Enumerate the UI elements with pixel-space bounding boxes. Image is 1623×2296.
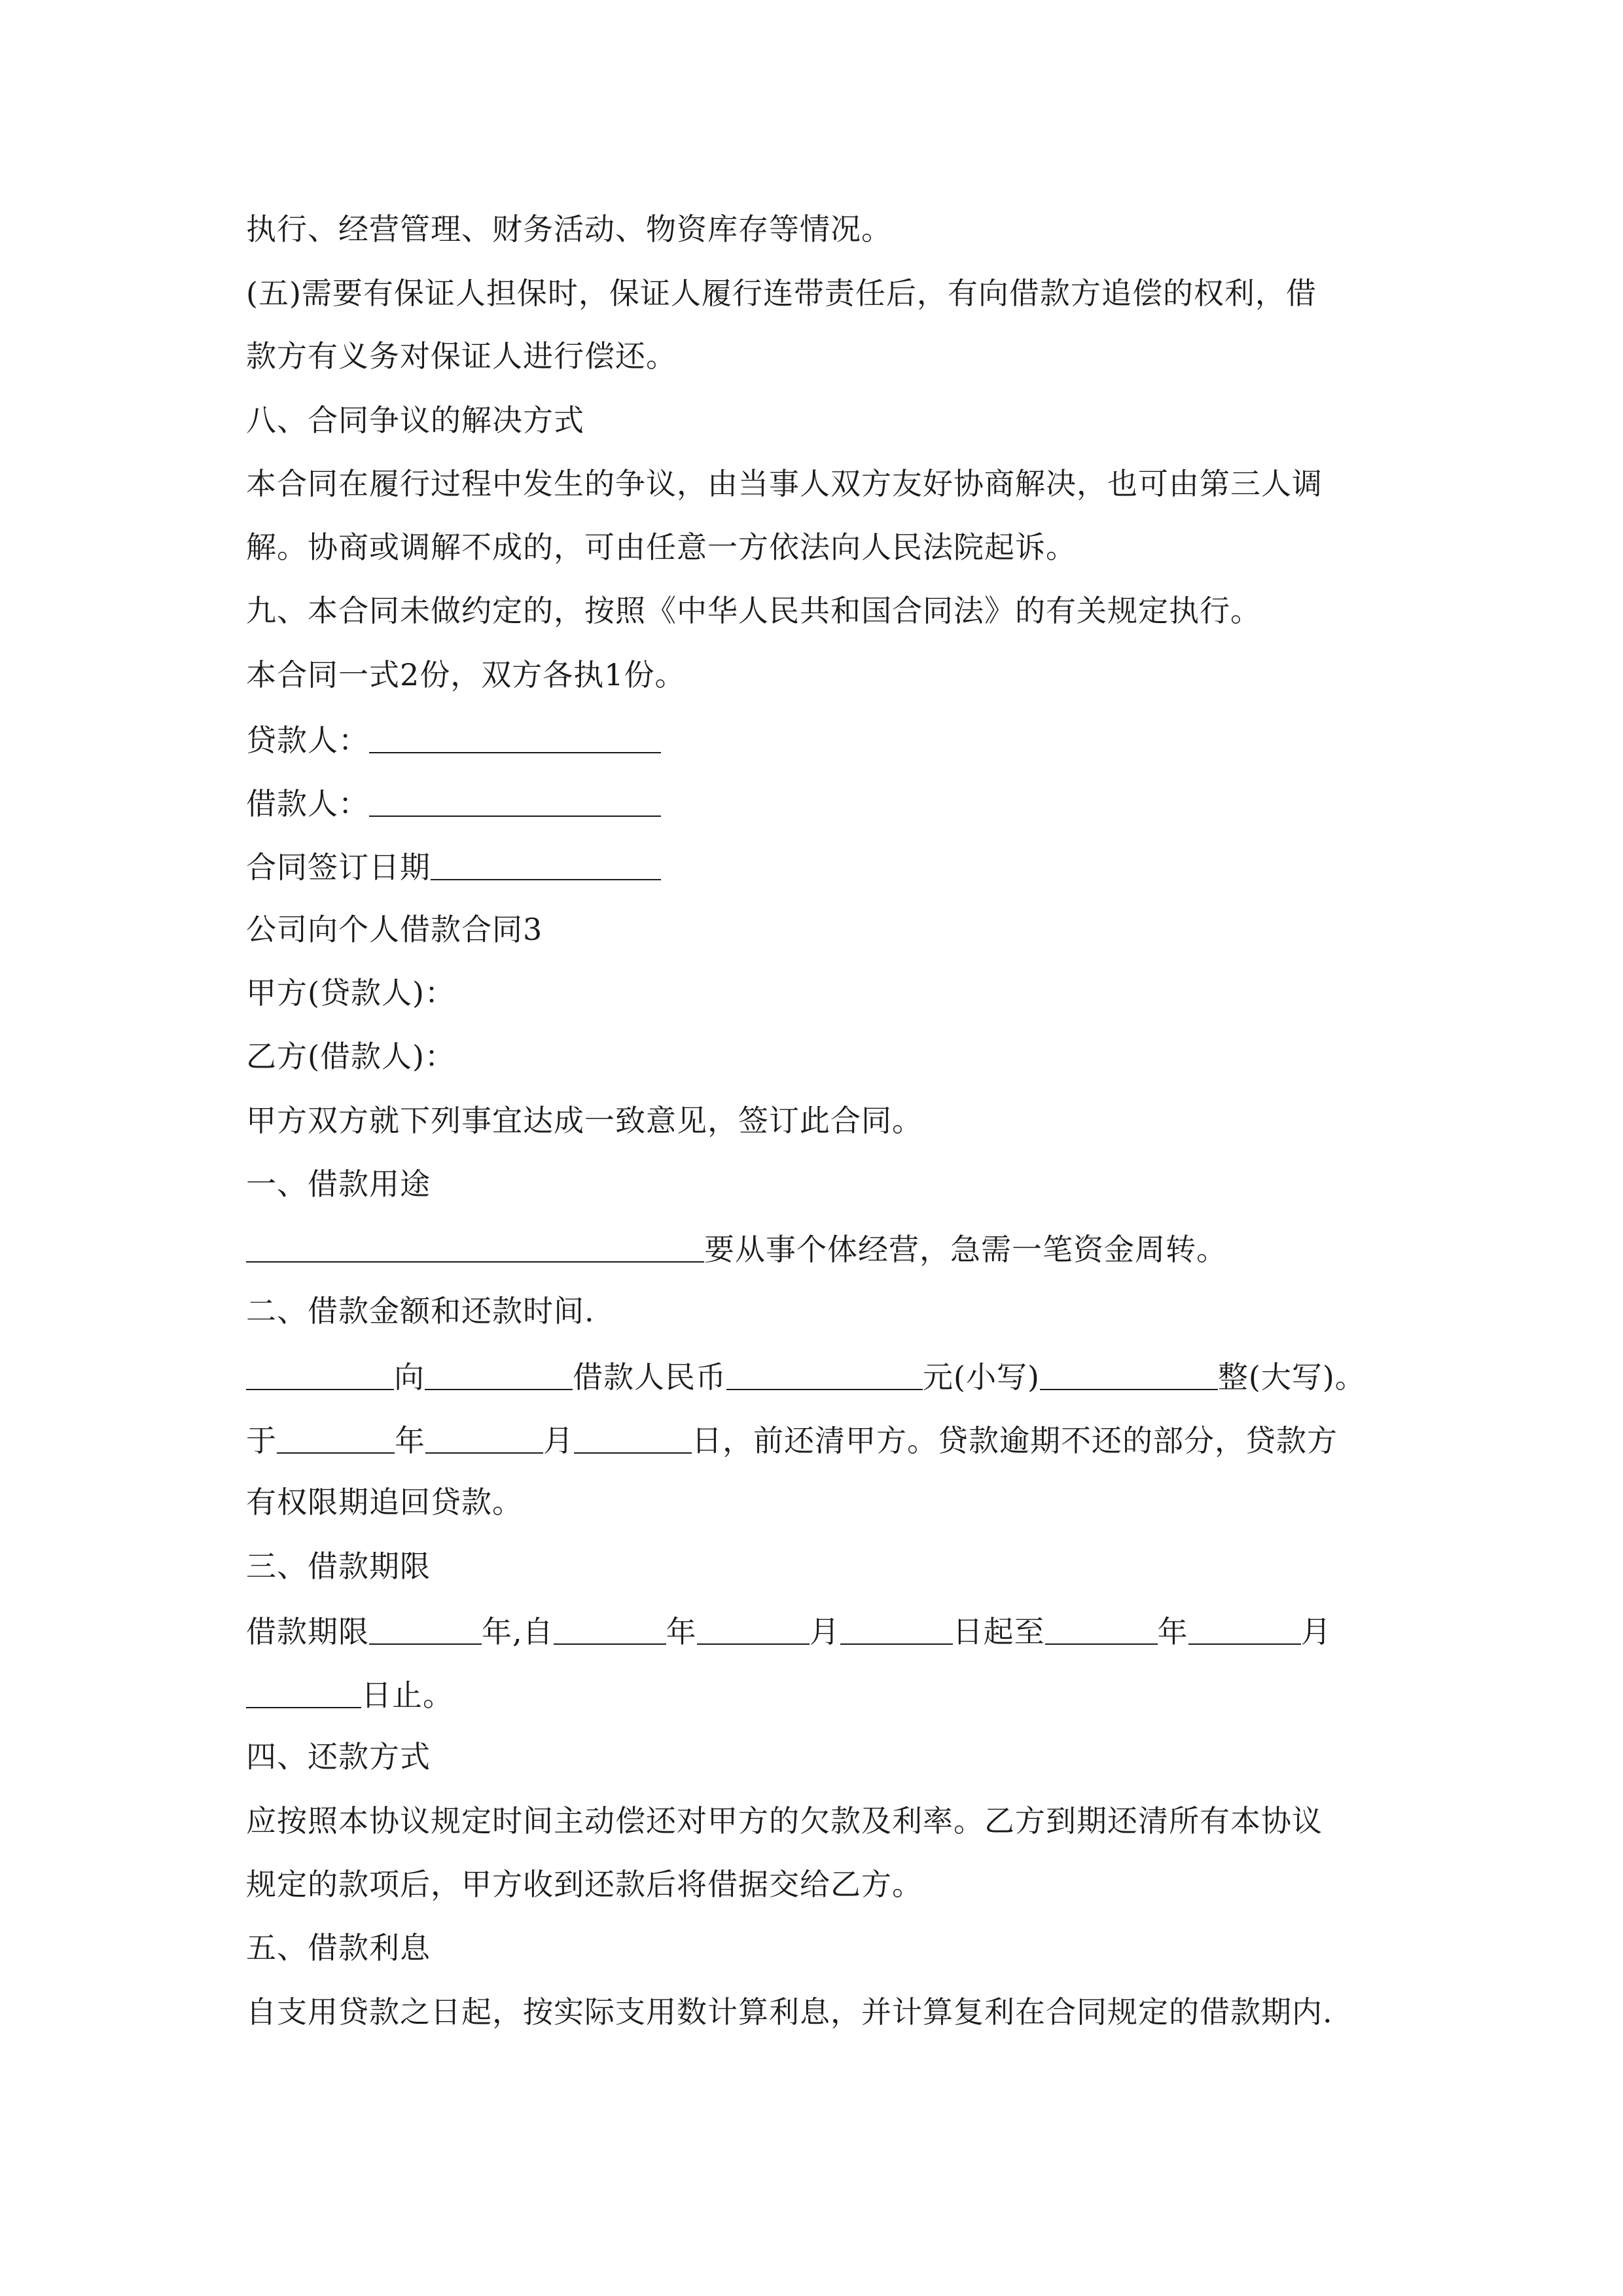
lender-name-blank[interactable] bbox=[246, 1355, 394, 1390]
amount-words-blank[interactable] bbox=[1040, 1355, 1218, 1390]
text-line: 规定的款项后，甲方收到还款后将借据交给乙方。 bbox=[246, 1867, 923, 1902]
day-blank[interactable] bbox=[574, 1418, 692, 1454]
month-blank[interactable] bbox=[425, 1418, 543, 1454]
start-month-blank[interactable] bbox=[697, 1609, 810, 1645]
start-year-blank[interactable] bbox=[554, 1609, 666, 1645]
text-line: 本合同一式2份，双方各执1份。 bbox=[246, 657, 686, 692]
document-page bbox=[246, 0, 1418, 2296]
start-day-blank[interactable] bbox=[840, 1609, 953, 1645]
section-heading-5: 五、借款利息 bbox=[246, 1930, 431, 1965]
text-line: 应按照本协议规定时间主动偿还对甲方的欠款及利率。乙方到期还清所有本协议 bbox=[246, 1803, 1323, 1839]
repayment-date-line: 于 年 月 日，前还清甲方。贷款逾期不还的部分，贷款方 bbox=[246, 1416, 1338, 1462]
text-line: 解。协商或调解不成的，可由任意一方依法向人民法院起诉。 bbox=[246, 529, 1077, 565]
borrower-blank[interactable] bbox=[369, 781, 661, 817]
amount-line: 向 借款人民币 元(小写) 整(大写)。 bbox=[246, 1352, 1366, 1398]
term-line: 借款期限 年,自 年 月 日起至 年 月 bbox=[246, 1607, 1332, 1653]
text-line: 甲方双方就下列事宜达成一致意见，签订此合同。 bbox=[246, 1103, 923, 1138]
borrower-signature-line: 借款人： bbox=[246, 779, 661, 825]
section-heading-3: 三、借款期限 bbox=[246, 1549, 431, 1584]
section-heading-8: 八、合同争议的解决方式 bbox=[246, 403, 584, 438]
lender-blank[interactable] bbox=[369, 718, 661, 753]
purpose-blank[interactable] bbox=[246, 1227, 704, 1263]
text-line: 有权限期追回贷款。 bbox=[246, 1484, 523, 1520]
year-blank[interactable] bbox=[277, 1418, 395, 1454]
term-years-blank[interactable] bbox=[369, 1609, 482, 1645]
section-heading-2: 二、借款金额和还款时间. bbox=[246, 1293, 595, 1329]
text-line: 款方有义务对保证人进行偿还。 bbox=[246, 338, 677, 374]
party-b-line: 乙方(借款人)： bbox=[246, 1039, 455, 1074]
borrower-name-blank[interactable] bbox=[425, 1355, 573, 1390]
term-end-line: 日止。 bbox=[246, 1670, 454, 1716]
text-line: 执行、经营管理、财务活动、物资库存等情况。 bbox=[246, 211, 892, 247]
signing-date-line: 合同签订日期 bbox=[246, 842, 661, 888]
clause-5: (五)需要有保证人担保时，保证人履行连带责任后，有向借款方追偿的权利，借 bbox=[246, 276, 1317, 311]
end-month-blank[interactable] bbox=[1188, 1609, 1301, 1645]
end-day-blank[interactable] bbox=[246, 1673, 361, 1708]
text-line: 自支用贷款之日起，按实际支用数计算利息，并计算复利在合同规定的借款期内. bbox=[246, 1994, 1333, 2030]
section-heading-1: 一、借款用途 bbox=[246, 1166, 431, 1202]
section-heading-9: 九、本合同未做约定的，按照《中华人民共和国合同法》的有关规定执行。 bbox=[246, 593, 1261, 628]
document-title: 公司向个人借款合同3 bbox=[246, 912, 543, 947]
end-year-blank[interactable] bbox=[1045, 1609, 1158, 1645]
party-a-line: 甲方(贷款人)： bbox=[246, 975, 455, 1011]
signing-date-blank[interactable] bbox=[431, 845, 661, 880]
purpose-line: 要从事个体经营，急需一笔资金周转。 bbox=[246, 1225, 1227, 1270]
text-line: 本合同在履行过程中发生的争议，由当事人双方友好协商解决，也可由第三人调 bbox=[246, 466, 1323, 501]
amount-figures-blank[interactable] bbox=[726, 1355, 923, 1390]
lender-signature-line: 贷款人： bbox=[246, 715, 661, 761]
section-heading-4: 四、还款方式 bbox=[246, 1739, 431, 1774]
